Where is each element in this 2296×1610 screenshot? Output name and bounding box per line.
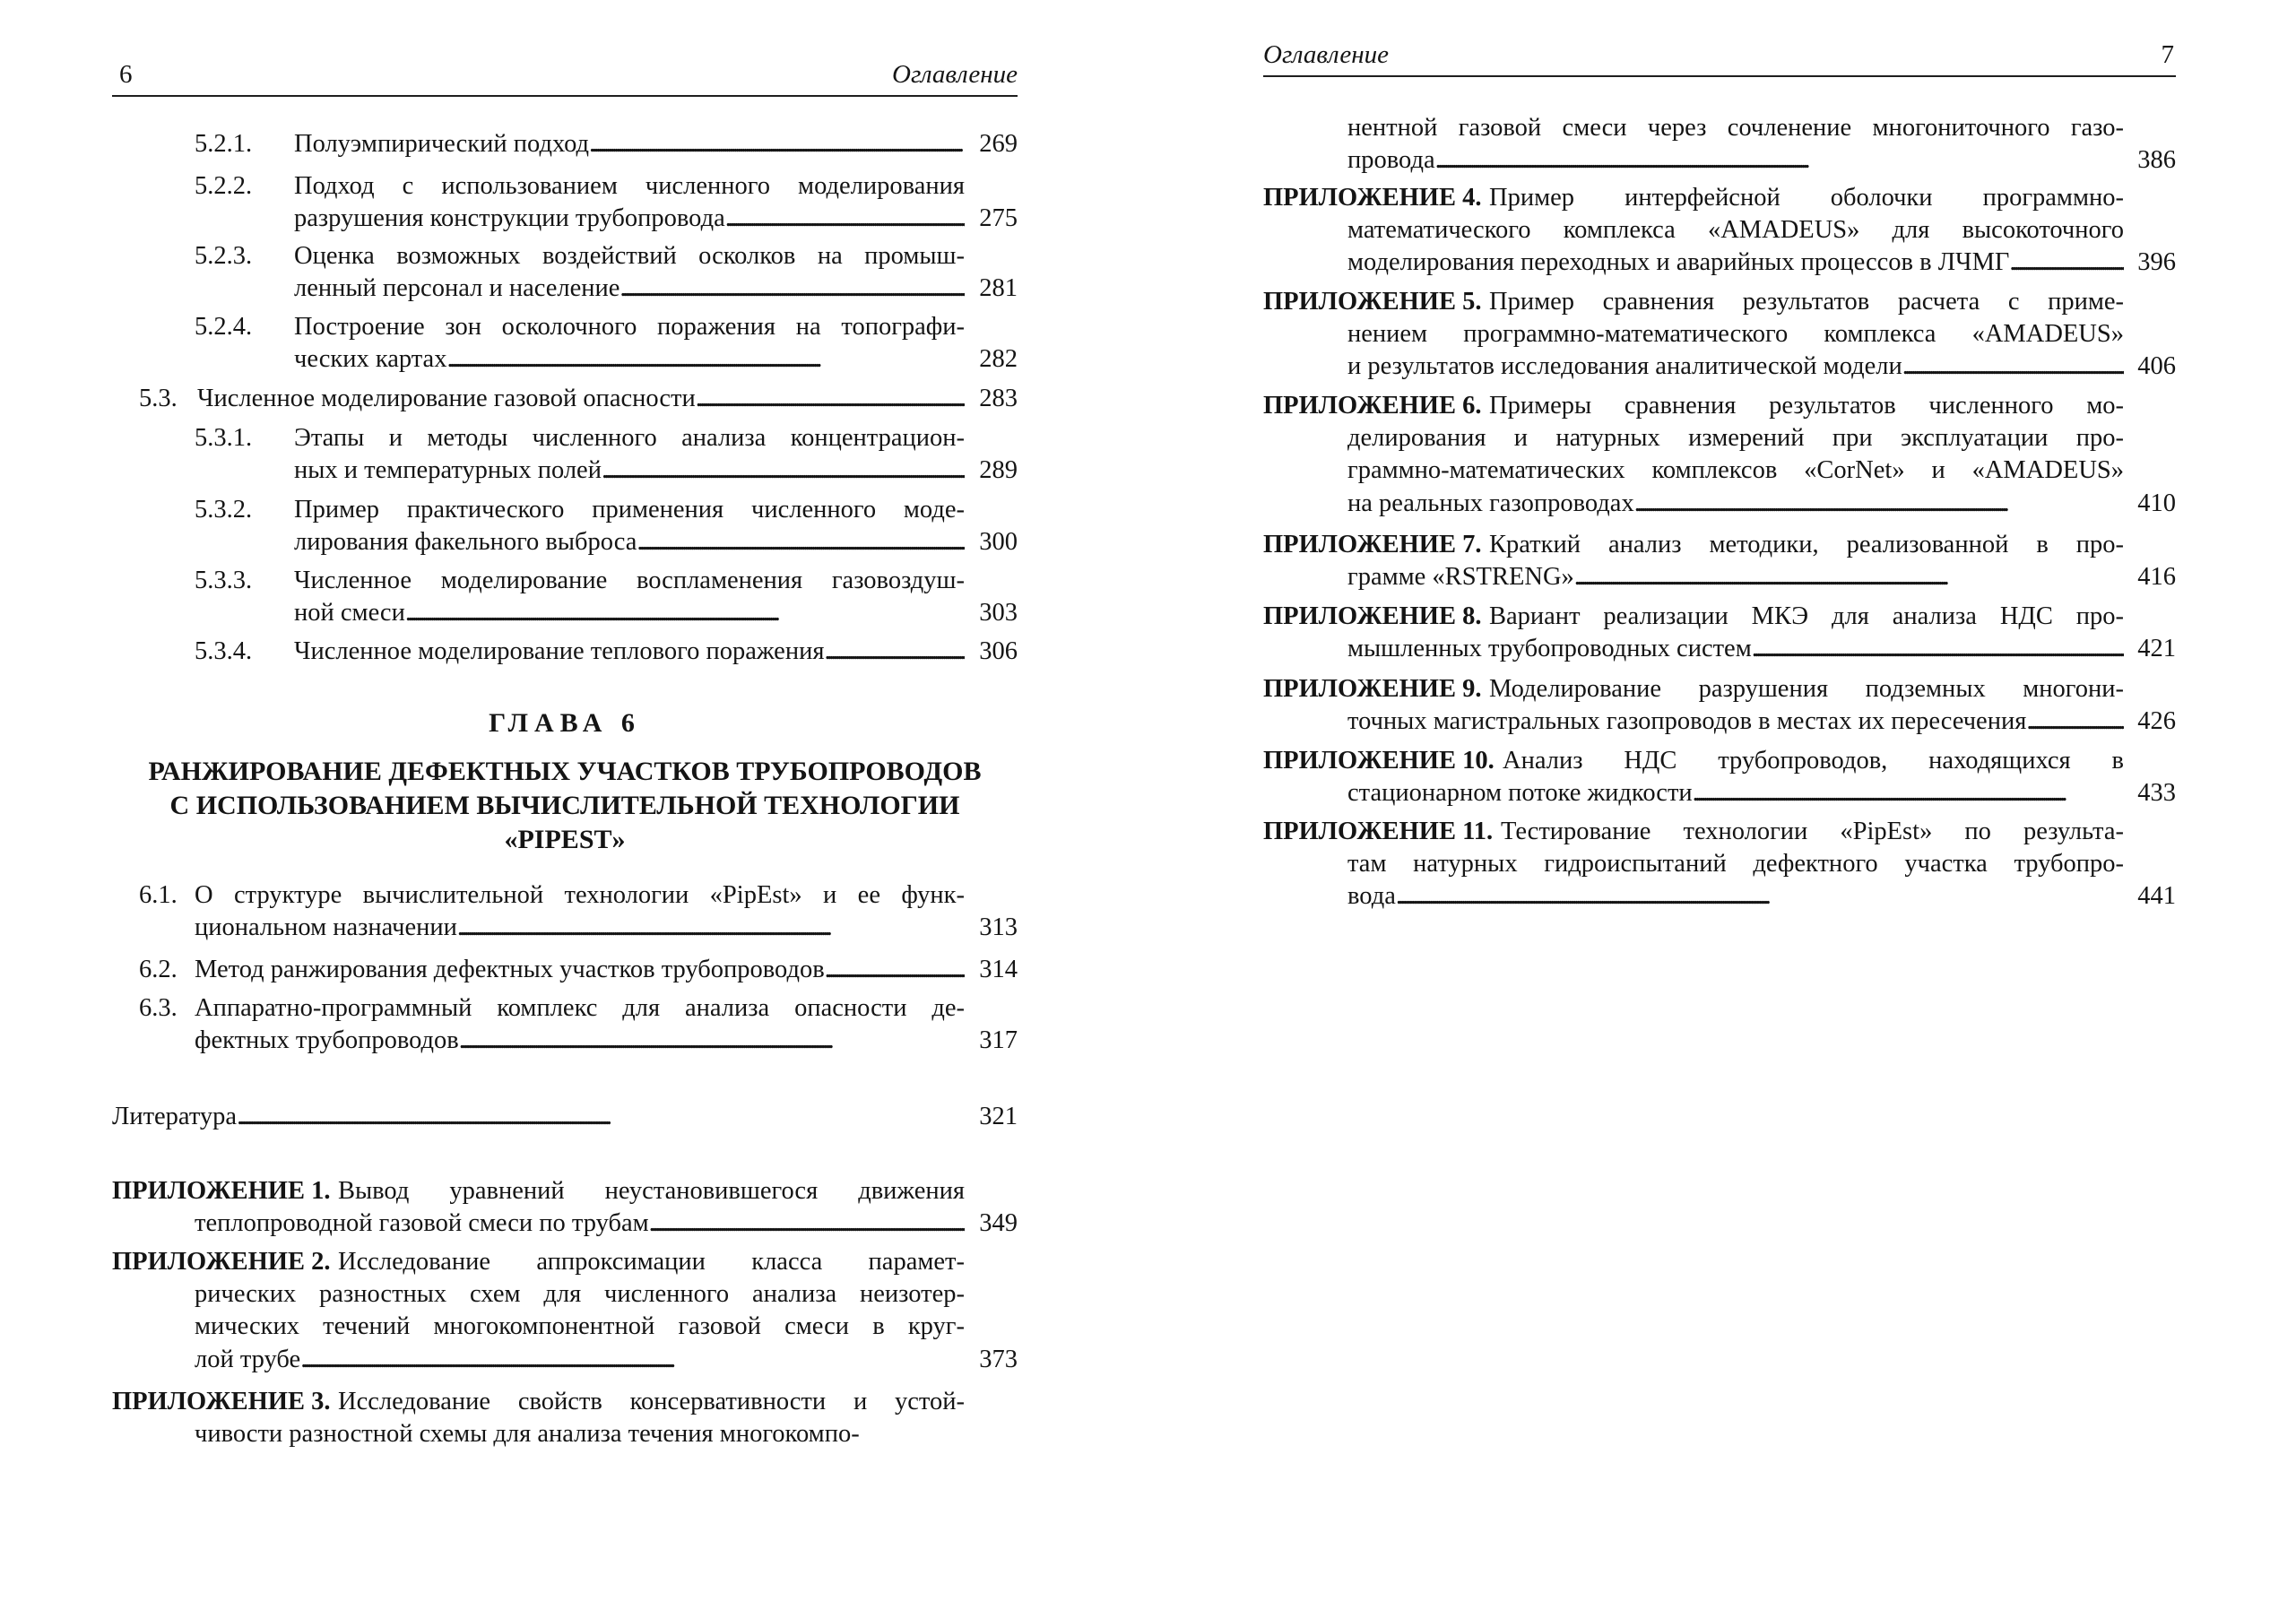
appendix-label: ПРИЛОЖЕНИЕ 3. xyxy=(112,1388,331,1415)
dot-leader xyxy=(300,1344,965,1376)
toc-line xyxy=(112,597,1018,629)
entry-text xyxy=(294,636,965,668)
entry-text-line: Краткий анализ методики, реализованной в про- xyxy=(1489,531,2124,558)
appendix-label: ПРИЛОЖЕНИЕ 1. xyxy=(112,1177,331,1205)
page-ref: 289 xyxy=(979,456,1018,485)
appendix-label: ПРИЛОЖЕНИЕ 7. xyxy=(1263,531,1482,558)
dot-leader xyxy=(457,912,965,944)
toc-line xyxy=(112,1175,1018,1208)
entry-text xyxy=(294,273,965,305)
toc-line xyxy=(112,526,1018,558)
section-number: 5.3.2. xyxy=(195,496,253,524)
toc-line xyxy=(112,1025,1018,1057)
entry-text-line: Аппаратно-программный комплекс для анализа опасности де- xyxy=(195,994,965,1022)
page-ref: 373 xyxy=(979,1345,1018,1373)
toc-line xyxy=(112,1386,1018,1418)
dot-leader xyxy=(1396,880,2124,913)
page-ref: 303 xyxy=(979,599,1018,628)
entry-text-line: лирования факельного выброса xyxy=(294,528,637,557)
right-running-title: Оглавление xyxy=(1263,40,1389,69)
entry-text xyxy=(294,128,965,160)
entry-text-line: ных и температурных полей xyxy=(294,456,602,485)
entry-text-line: на реальных газопроводах xyxy=(1347,489,1634,517)
entry-text-line: Построение зон осколочного поражения на топографи- xyxy=(294,313,965,341)
dot-leader xyxy=(825,954,965,986)
toc-line xyxy=(1263,112,2176,144)
entry-text-line: Исследование аппроксимации класса парамет- xyxy=(338,1248,965,1276)
section-number: 5.3.3. xyxy=(195,567,253,594)
page-ref: 300 xyxy=(979,528,1018,557)
entry-text-line: Подход с использованием численного моделирования xyxy=(294,172,965,200)
toc-line xyxy=(112,343,1018,376)
page-ref: 421 xyxy=(2137,635,2176,663)
toc-line xyxy=(112,1246,1018,1278)
dot-leader xyxy=(1693,777,2124,809)
entry-text xyxy=(1347,705,2124,738)
chapter-label: ГЛАВА 6 xyxy=(489,708,641,738)
entry-text xyxy=(294,203,965,235)
entry-text xyxy=(195,1344,965,1376)
entry-text-line: Численное моделирование воспламенения газовоздуш- xyxy=(294,567,965,594)
toc-line xyxy=(1263,633,2176,665)
entry-text xyxy=(195,1208,965,1240)
entry-text xyxy=(1347,351,2124,383)
chapter-title-line: РАНЖИРОВАНИЕ ДЕФЕКТНЫХ УЧАСТКОВ ТРУБОПРОВОДОВ xyxy=(148,757,982,786)
toc-line xyxy=(1263,247,2176,279)
toc-line xyxy=(112,273,1018,305)
toc-line xyxy=(1263,880,2176,913)
entry-text-line: лой трубе xyxy=(195,1345,301,1373)
entry-text xyxy=(195,1025,965,1057)
left-running-header xyxy=(112,56,1018,97)
dot-leader xyxy=(619,273,965,305)
dot-leader xyxy=(649,1208,965,1240)
toc-line xyxy=(112,636,1018,668)
page-ref: 321 xyxy=(979,1103,1018,1130)
entry-text xyxy=(294,343,965,376)
entry-text-line: Оценка возможных воздействий осколков на промыш- xyxy=(294,242,965,270)
toc-line xyxy=(1263,848,2176,880)
toc-line xyxy=(112,879,1018,912)
dot-leader xyxy=(1634,488,2124,520)
toc-line xyxy=(1263,144,2176,177)
entry-text-line: Пример сравнения результатов расчета с приме- xyxy=(1489,288,2124,316)
section-number: 6.1. xyxy=(139,881,178,909)
toc-line xyxy=(112,565,1018,597)
page-ref: 433 xyxy=(2137,779,2176,808)
toc-line xyxy=(1263,488,2176,520)
toc-line xyxy=(1263,673,2176,705)
toc-line xyxy=(112,1344,1018,1376)
entry-text xyxy=(1347,488,2124,520)
dot-leader xyxy=(446,343,965,376)
dot-leader xyxy=(2009,247,2124,279)
entry-text xyxy=(1347,880,2124,913)
toc-line xyxy=(112,912,1018,944)
appendix-label: ПРИЛОЖЕНИЕ 4. xyxy=(1263,184,1482,212)
entry-text-line: ческих картах xyxy=(294,345,447,374)
entry-text xyxy=(195,912,965,944)
entry-text-line: Численное моделирование газовой опасности xyxy=(197,385,696,412)
entry-text xyxy=(112,1101,965,1133)
entry-text-line: точных магистральных газопроводов в местах их пересечения xyxy=(1347,707,2027,736)
toc-line xyxy=(1263,318,2176,351)
appendix-label: ПРИЛОЖЕНИЕ 10. xyxy=(1263,747,1495,775)
entry-text-line: Вариант реализации МКЭ для анализа НДС про- xyxy=(1489,602,2124,630)
entry-text-line: Примеры сравнения результатов численного мо- xyxy=(1489,392,2124,420)
chapter-title-line: «PIPEST» xyxy=(504,825,626,854)
entry-text-line: рических разностных схем для численного анализа неизотер- xyxy=(195,1280,965,1309)
toc-line xyxy=(112,1311,1018,1343)
appendix-label: ПРИЛОЖЕНИЕ 6. xyxy=(1263,392,1482,420)
section-number: 5.3. xyxy=(139,385,178,412)
toc-line xyxy=(112,1278,1018,1311)
entry-text xyxy=(195,954,965,986)
entry-text-line: фектных трубопроводов xyxy=(195,1026,459,1055)
entry-text-line: Численное моделирование теплового поражения xyxy=(294,637,825,665)
toc-line xyxy=(112,454,1018,487)
dot-leader xyxy=(696,383,965,415)
entry-text-line: чивости разностной схемы для анализа течения многокомпо- xyxy=(195,1420,860,1449)
toc-line xyxy=(1263,182,2176,214)
toc-line xyxy=(1263,422,2176,454)
page-ref: 386 xyxy=(2137,146,2176,175)
dot-leader xyxy=(637,526,965,558)
entry-text-line: стационарном потоке жидкости xyxy=(1347,779,1693,808)
left-running-title: Оглавление xyxy=(892,60,1018,89)
appendix-label: ПРИЛОЖЕНИЕ 11. xyxy=(1263,818,1494,845)
toc-line xyxy=(1263,777,2176,809)
toc-line xyxy=(112,170,1018,203)
page-ref: 317 xyxy=(979,1026,1018,1055)
entry-text-line: нением программно-математического комплекса «AMADEUS» xyxy=(1347,320,2124,349)
entry-text-line: Пример практического применения численного моде- xyxy=(294,496,965,524)
entry-text-line: делирования и натурных измерений при эксплуатации про- xyxy=(1347,424,2124,453)
dot-leader xyxy=(602,454,965,487)
entry-text-line: теплопроводной газовой смеси по трубам xyxy=(195,1209,649,1238)
toc-line xyxy=(112,992,1018,1025)
entry-text-line: граммно-математических комплексов «CorNet» и «AMADEUS» xyxy=(1347,456,2124,485)
toc-line xyxy=(112,203,1018,235)
entry-text-line: Исследование свойств консервативности и устой- xyxy=(338,1388,965,1415)
left-page-number: 6 xyxy=(119,60,133,89)
page-ref: 410 xyxy=(2137,489,2176,517)
toc-line xyxy=(1263,529,2176,561)
toc-line xyxy=(112,383,1018,415)
dot-leader xyxy=(237,1101,965,1133)
page-ref: 275 xyxy=(979,204,1018,233)
appendix-label: ПРИЛОЖЕНИЕ 5. xyxy=(1263,288,1482,316)
toc-line xyxy=(1263,214,2176,247)
entry-text xyxy=(294,454,965,487)
section-number: 5.3.4. xyxy=(195,637,253,665)
entry-text xyxy=(1347,777,2124,809)
dot-leader xyxy=(589,128,965,160)
toc-line xyxy=(1263,561,2176,593)
entry-text-line: ленный персонал и население xyxy=(294,274,620,303)
page-ref: 313 xyxy=(979,913,1018,942)
dot-leader xyxy=(824,636,965,668)
entry-text xyxy=(197,383,965,415)
entry-text-line: Полуэмпирический подход xyxy=(294,130,590,158)
section-number: 5.2.1. xyxy=(195,130,253,158)
chapter-title-line: С ИСПОЛЬЗОВАНИЕМ ВЫЧИСЛИТЕЛЬНОЙ ТЕХНОЛОГИИ xyxy=(169,791,960,820)
entry-text-line: циональном назначении xyxy=(195,913,457,942)
entry-text xyxy=(1347,561,2124,593)
toc-line xyxy=(1263,351,2176,383)
page-ref: 282 xyxy=(979,345,1018,374)
entry-text xyxy=(1347,144,2124,177)
dot-leader xyxy=(1902,351,2124,383)
section-number: 5.2.4. xyxy=(195,313,253,341)
entry-text-line: разрушения конструкции трубопровода xyxy=(294,204,725,233)
dot-leader xyxy=(405,597,965,629)
entry-text-line: Литература xyxy=(112,1103,238,1130)
toc-line xyxy=(1263,705,2176,738)
entry-text-line: математического комплекса «AMADEUS» для высокоточного xyxy=(1347,216,2124,245)
toc-line xyxy=(1263,390,2176,422)
toc-line xyxy=(112,240,1018,273)
dot-leader xyxy=(459,1025,965,1057)
toc-line xyxy=(112,311,1018,343)
page-ref: 396 xyxy=(2137,248,2176,277)
entry-text-line: там натурных гидроиспытаний дефектного участка трубопро- xyxy=(1347,850,2124,879)
entry-text-line: мышленных трубопроводных систем xyxy=(1347,635,1752,663)
toc-line xyxy=(112,128,1018,160)
appendix-label: ПРИЛОЖЕНИЕ 9. xyxy=(1263,675,1482,703)
page-ref: 426 xyxy=(2137,707,2176,736)
entry-text xyxy=(294,526,965,558)
toc-line xyxy=(1263,745,2176,777)
dot-leader xyxy=(1752,633,2124,665)
toc-line xyxy=(112,1208,1018,1240)
toc-line xyxy=(1263,816,2176,848)
page-ref: 349 xyxy=(979,1209,1018,1238)
entry-text-line: и результатов исследования аналитической модели xyxy=(1347,352,1902,381)
page-ref: 283 xyxy=(979,385,1018,412)
dot-leader xyxy=(725,203,965,235)
section-number: 5.2.3. xyxy=(195,242,253,270)
dot-leader xyxy=(1435,144,2124,177)
dot-leader xyxy=(2026,705,2124,738)
page-ref: 281 xyxy=(979,274,1018,303)
toc-line xyxy=(112,494,1018,526)
entry-text xyxy=(1347,247,2124,279)
entry-text-line: Пример интерфейсной оболочки программно- xyxy=(1489,184,2124,212)
entry-text-line: Метод ранжирования дефектных участков трубопроводов xyxy=(195,956,825,983)
page-ref: 416 xyxy=(2137,563,2176,592)
section-number: 6.2. xyxy=(139,956,178,983)
entry-text-line: Анализ НДС трубопроводов, находящихся в xyxy=(1503,747,2124,775)
section-number: 6.3. xyxy=(139,994,178,1022)
chapter-title xyxy=(112,755,1018,857)
entry-text-line: мических течений многокомпонентной газовой смеси в круг- xyxy=(195,1312,965,1341)
entry-text-line: провода xyxy=(1347,146,1435,175)
entry-text xyxy=(294,597,965,629)
entry-text-line: О структуре вычислительной технологии «PipEst» и ее функ- xyxy=(195,881,965,909)
entry-text-line: вода xyxy=(1347,882,1396,911)
toc-line xyxy=(112,1101,1018,1133)
right-page xyxy=(1148,0,2296,1610)
toc-line xyxy=(112,954,1018,986)
page-ref: 306 xyxy=(979,637,1018,665)
entry-text-line: моделирования переходных и аварийных процессов в ЛЧМГ xyxy=(1347,248,2010,277)
entry-text-line: нентной газовой смеси через сочленение многониточного газо- xyxy=(1347,114,2124,142)
entry-text-line: Тестирование технологии «PipEst» по результа- xyxy=(1501,818,2124,845)
page-ref: 314 xyxy=(979,956,1018,983)
page-ref: 269 xyxy=(979,130,1018,158)
entry-text-line: Вывод уравнений неустановившегося движения xyxy=(338,1177,965,1205)
entry-text-line: Этапы и методы численного анализа концентрацион- xyxy=(294,424,965,452)
page-ref: 406 xyxy=(2137,352,2176,381)
right-page-number: 7 xyxy=(2161,40,2174,69)
dot-leader xyxy=(1574,561,2124,593)
right-running-header xyxy=(1263,36,2176,77)
toc-line xyxy=(112,1418,1018,1450)
toc-line xyxy=(1263,454,2176,487)
toc-line xyxy=(1263,286,2176,318)
entry-text-line: ной смеси xyxy=(294,599,405,628)
toc-line xyxy=(1263,601,2176,633)
section-number: 5.3.1. xyxy=(195,424,253,452)
page-ref: 441 xyxy=(2137,882,2176,911)
section-number: 5.2.2. xyxy=(195,172,253,200)
toc-line xyxy=(112,422,1018,454)
entry-text-line: Моделирование разрушения подземных многони- xyxy=(1489,675,2124,703)
appendix-label: ПРИЛОЖЕНИЕ 8. xyxy=(1263,602,1482,630)
appendix-label: ПРИЛОЖЕНИЕ 2. xyxy=(112,1248,331,1276)
entry-text-line: грамме «RSTRENG» xyxy=(1347,563,1574,592)
entry-text xyxy=(1347,633,2124,665)
